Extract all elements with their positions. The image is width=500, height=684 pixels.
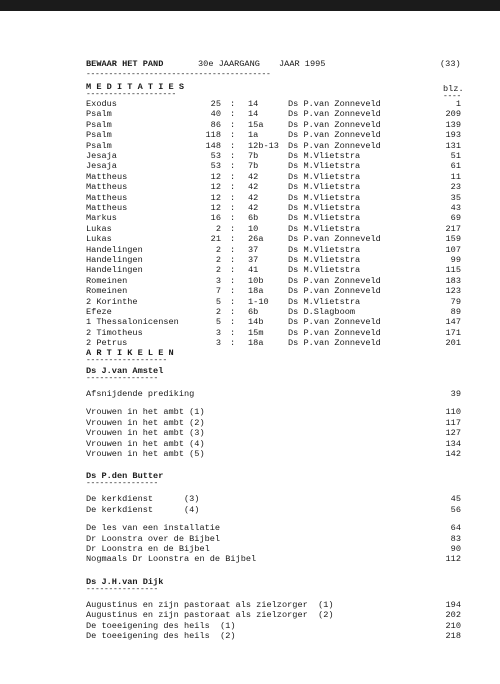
- meditatie-verse: 7b: [248, 161, 259, 171]
- artikelen-underline: ------------------: [86, 356, 168, 365]
- meditatie-page: 171: [445, 328, 461, 338]
- meditatie-page: 201: [445, 338, 461, 348]
- meditatie-page: 1: [455, 99, 461, 109]
- meditatie-author: Ds M.Vlietstra: [288, 172, 361, 182]
- meditatie-verse: 1a: [248, 130, 259, 140]
- meditatie-book: Handelingen: [86, 255, 143, 265]
- meditatie-verse: 14b: [248, 317, 264, 327]
- meditatie-verse: 18a: [248, 338, 264, 348]
- meditatie-chapter: 21: [210, 234, 221, 244]
- article-title: Vrouwen in het ambt (4): [86, 438, 205, 449]
- meditatie-verse: 15a: [248, 120, 264, 130]
- meditatie-chapter: 53: [210, 151, 221, 161]
- article-page: 90: [450, 544, 461, 554]
- meditatie-page: 35: [450, 193, 461, 203]
- meditatie-author: Ds P.van Zonneveld: [288, 141, 381, 151]
- meditatie-author: Ds M.Vlietstra: [288, 182, 361, 192]
- author-underline: ----------------: [86, 479, 159, 489]
- volume-label: 30e JAARGANG: [198, 59, 260, 69]
- meditatie-chapter: 118: [205, 130, 221, 140]
- meditatie-book: Exodus: [86, 99, 117, 109]
- article-title: Vrouwen in het ambt (1): [86, 407, 205, 418]
- author-underline: ----------------: [86, 584, 159, 594]
- meditatie-chapter: 16: [210, 213, 221, 223]
- meditatie-verse: 10b: [248, 276, 264, 286]
- meditatie-separator: :: [230, 161, 236, 171]
- article-page: 194: [445, 599, 461, 610]
- meditatie-chapter: 53: [210, 161, 221, 171]
- meditatie-author: Ds D.Slagboom: [288, 307, 356, 317]
- article-title: Vrouwen in het ambt (3): [86, 428, 205, 439]
- meditatie-separator: :: [230, 255, 236, 265]
- meditatie-page: 123: [445, 286, 461, 296]
- meditatie-separator: :: [230, 338, 236, 348]
- meditatie-chapter: 7: [215, 286, 221, 296]
- meditatie-verse: 6b: [248, 213, 259, 223]
- meditatie-page: 51: [450, 151, 461, 161]
- meditatie-verse: 6b: [248, 307, 259, 317]
- article-page: 134: [445, 438, 461, 449]
- meditatie-separator: :: [230, 276, 236, 286]
- meditatie-page: 217: [445, 224, 461, 234]
- meditatie-chapter: 12: [210, 172, 221, 182]
- meditatie-separator: :: [230, 141, 236, 151]
- meditatie-separator: :: [230, 203, 236, 213]
- article-title: Afsnijdende prediking: [86, 389, 195, 399]
- meditatie-author: Ds M.Vlietstra: [288, 245, 361, 255]
- meditatie-separator: :: [230, 234, 236, 244]
- meditatie-page: 69: [450, 213, 461, 223]
- meditatie-page: 89: [450, 307, 461, 317]
- article-title: Augustinus en zijn pastoraat als zielzorger (2): [86, 610, 334, 621]
- meditatie-book: Mattheus: [86, 172, 128, 182]
- meditatie-book: Psalm: [86, 120, 112, 130]
- meditatie-separator: :: [230, 120, 236, 130]
- meditatie-page: 115: [445, 265, 461, 275]
- meditatie-book: Jesaja: [86, 151, 117, 161]
- meditatie-verse: 26a: [248, 234, 264, 244]
- article-title: De toeeigening des heils (1): [86, 620, 236, 631]
- article-page: 127: [445, 428, 461, 439]
- article-page: 83: [450, 533, 461, 544]
- meditatie-chapter: 2: [215, 265, 221, 275]
- article-title: De toeeigening des heils (2): [86, 631, 236, 641]
- meditatie-book: Romeinen: [86, 276, 128, 286]
- article-page: 45: [450, 494, 461, 505]
- meditatie-book: 2 Korinthe: [86, 297, 138, 307]
- meditatie-page: 11: [450, 172, 461, 182]
- meditatie-separator: :: [230, 99, 236, 109]
- meditatie-page: 139: [445, 120, 461, 130]
- meditatie-page: 107: [445, 245, 461, 255]
- meditatie-separator: :: [230, 265, 236, 275]
- meditatie-author: Ds M.Vlietstra: [288, 193, 361, 203]
- meditatie-author: Ds M.Vlietstra: [288, 213, 361, 223]
- meditatie-book: Markus: [86, 213, 117, 223]
- header-rule: -----------------------------------------: [86, 70, 271, 79]
- meditatie-page: 61: [450, 161, 461, 171]
- blz-underline: ----: [443, 92, 462, 101]
- meditatie-page: 99: [450, 255, 461, 265]
- article-page: 112: [445, 554, 461, 565]
- article-author: Ds P.den Butter: [86, 471, 164, 482]
- meditatie-separator: :: [230, 130, 236, 140]
- meditatie-book: Jesaja: [86, 161, 117, 171]
- year-label: JAAR 1995: [279, 59, 326, 69]
- artikelen-heading: A R T I K E L E N: [86, 348, 174, 358]
- meditatie-verse: 37: [248, 255, 259, 265]
- meditatie-author: Ds M.Vlietstra: [288, 265, 361, 275]
- meditatie-page: 183: [445, 276, 461, 286]
- meditatie-author: Ds M.Vlietstra: [288, 161, 361, 171]
- meditatie-book: Mattheus: [86, 182, 128, 192]
- meditatie-chapter: 12: [210, 203, 221, 213]
- meditatie-verse: 1-10: [248, 297, 269, 307]
- meditatie-verse: 14: [248, 99, 259, 109]
- meditatie-author: Ds P.van Zonneveld: [288, 99, 381, 109]
- article-page: 202: [445, 610, 461, 621]
- article-page: 210: [445, 620, 461, 631]
- meditatie-author: Ds M.Vlietstra: [288, 151, 361, 161]
- meditatie-page: 193: [445, 130, 461, 140]
- article-title: De les van een installatie: [86, 523, 221, 534]
- article-author: Ds J.van Amstel: [86, 366, 164, 376]
- meditatie-book: Handelingen: [86, 265, 143, 275]
- meditatie-book: Mattheus: [86, 203, 128, 213]
- meditatie-verse: 42: [248, 182, 259, 192]
- meditatie-page: 43: [450, 203, 461, 213]
- meditatie-separator: :: [230, 245, 236, 255]
- meditatie-chapter: 12: [210, 193, 221, 203]
- meditatie-book: Handelingen: [86, 245, 143, 255]
- meditatie-book: Lukas: [86, 224, 112, 234]
- meditatie-separator: :: [230, 328, 236, 338]
- meditatie-author: Ds P.van Zonneveld: [288, 130, 381, 140]
- meditatie-author: Ds M.Vlietstra: [288, 255, 361, 265]
- article-page: 110: [445, 407, 461, 418]
- meditatie-verse: 12b-13: [248, 141, 279, 151]
- meditatie-verse: 14: [248, 109, 259, 119]
- meditatie-verse: 18a: [248, 286, 264, 296]
- meditatie-page: 79: [450, 297, 461, 307]
- meditatie-author: Ds P.van Zonneveld: [288, 328, 381, 338]
- meditatie-page: 209: [445, 109, 461, 119]
- meditaties-underline: --------------------: [86, 90, 177, 99]
- meditatie-author: Ds P.van Zonneveld: [288, 276, 381, 286]
- article-title: Nogmaals Dr Loonstra en de Bijbel: [86, 554, 257, 565]
- meditatie-separator: :: [230, 317, 236, 327]
- article-title: De kerkdienst (4): [86, 504, 200, 515]
- meditatie-separator: :: [230, 224, 236, 234]
- meditatie-chapter: 148: [205, 141, 221, 151]
- meditatie-separator: :: [230, 109, 236, 119]
- publication-title: BEWAAR HET PAND: [86, 59, 164, 69]
- meditatie-author: Ds M.Vlietstra: [288, 224, 361, 234]
- meditatie-verse: 42: [248, 172, 259, 182]
- article-page: 39: [450, 389, 461, 399]
- meditatie-book: Lukas: [86, 234, 112, 244]
- meditatie-chapter: 2: [215, 255, 221, 265]
- meditatie-separator: :: [230, 297, 236, 307]
- meditatie-author: Ds P.van Zonneveld: [288, 286, 381, 296]
- meditatie-author: Ds P.van Zonneveld: [288, 109, 381, 119]
- article-page: 64: [450, 523, 461, 534]
- article-title: De kerkdienst (3): [86, 494, 200, 505]
- article-page: 56: [450, 504, 461, 515]
- meditatie-author: Ds M.Vlietstra: [288, 297, 361, 307]
- meditatie-separator: :: [230, 172, 236, 182]
- meditatie-author: Ds P.van Zonneveld: [288, 317, 381, 327]
- meditatie-separator: :: [230, 193, 236, 203]
- meditatie-book: 2 Petrus: [86, 338, 128, 348]
- meditatie-book: Mattheus: [86, 193, 128, 203]
- meditatie-book: Efeze: [86, 307, 112, 317]
- meditatie-verse: 42: [248, 193, 259, 203]
- article-author: Ds J.H.van Dijk: [86, 576, 164, 587]
- meditatie-separator: :: [230, 151, 236, 161]
- article-title: Augustinus en zijn pastoraat als zielzorger (1): [86, 599, 334, 610]
- meditatie-page: 23: [450, 182, 461, 192]
- meditatie-verse: 37: [248, 245, 259, 255]
- article-title: Dr Loonstra en de Bijbel: [86, 544, 210, 554]
- article-title: Vrouwen in het ambt (5): [86, 449, 205, 459]
- meditatie-book: 1 Thessalonicensen: [86, 317, 179, 327]
- meditatie-chapter: 5: [215, 297, 221, 307]
- meditatie-book: Romeinen: [86, 286, 128, 296]
- page-number: (33): [440, 59, 461, 69]
- meditatie-separator: :: [230, 213, 236, 223]
- meditatie-verse: 10: [248, 224, 259, 234]
- article-title: Vrouwen in het ambt (2): [86, 417, 205, 428]
- meditatie-separator: :: [230, 286, 236, 296]
- meditatie-chapter: 3: [215, 276, 221, 286]
- article-title: Dr Loonstra over de Bijbel: [86, 533, 221, 544]
- meditatie-page: 159: [445, 234, 461, 244]
- meditatie-separator: :: [230, 182, 236, 192]
- meditatie-author: Ds P.van Zonneveld: [288, 234, 381, 244]
- meditatie-author: Ds P.van Zonneveld: [288, 338, 381, 348]
- article-page: 218: [445, 631, 461, 641]
- meditatie-chapter: 3: [215, 328, 221, 338]
- blz-column-header: blz.: [443, 84, 464, 94]
- meditatie-author: Ds M.Vlietstra: [288, 203, 361, 213]
- meditatie-chapter: 3: [215, 338, 221, 348]
- meditatie-verse: 41: [248, 265, 259, 275]
- meditatie-chapter: 2: [215, 307, 221, 317]
- meditatie-book: Psalm: [86, 141, 112, 151]
- meditatie-chapter: 2: [215, 224, 221, 234]
- meditatie-chapter: 2: [215, 245, 221, 255]
- meditatie-book: Psalm: [86, 109, 112, 119]
- article-page: 117: [445, 417, 461, 428]
- meditatie-book: Psalm: [86, 130, 112, 140]
- meditatie-verse: 42: [248, 203, 259, 213]
- meditatie-page: 131: [445, 141, 461, 151]
- author-underline: ----------------: [86, 374, 159, 383]
- meditatie-author: Ds P.van Zonneveld: [288, 120, 381, 130]
- meditatie-chapter: 5: [215, 317, 221, 327]
- meditatie-separator: :: [230, 307, 236, 317]
- meditatie-verse: 15m: [248, 328, 264, 338]
- meditaties-heading: M E D I T A T I E S: [86, 82, 184, 92]
- meditatie-chapter: 12: [210, 182, 221, 192]
- article-page: 142: [445, 449, 461, 459]
- meditatie-chapter: 86: [210, 120, 221, 130]
- meditatie-book: 2 Timotheus: [86, 328, 143, 338]
- meditatie-chapter: 40: [210, 109, 221, 119]
- meditatie-page: 147: [445, 317, 461, 327]
- meditatie-chapter: 25: [210, 99, 221, 109]
- meditatie-verse: 7b: [248, 151, 259, 161]
